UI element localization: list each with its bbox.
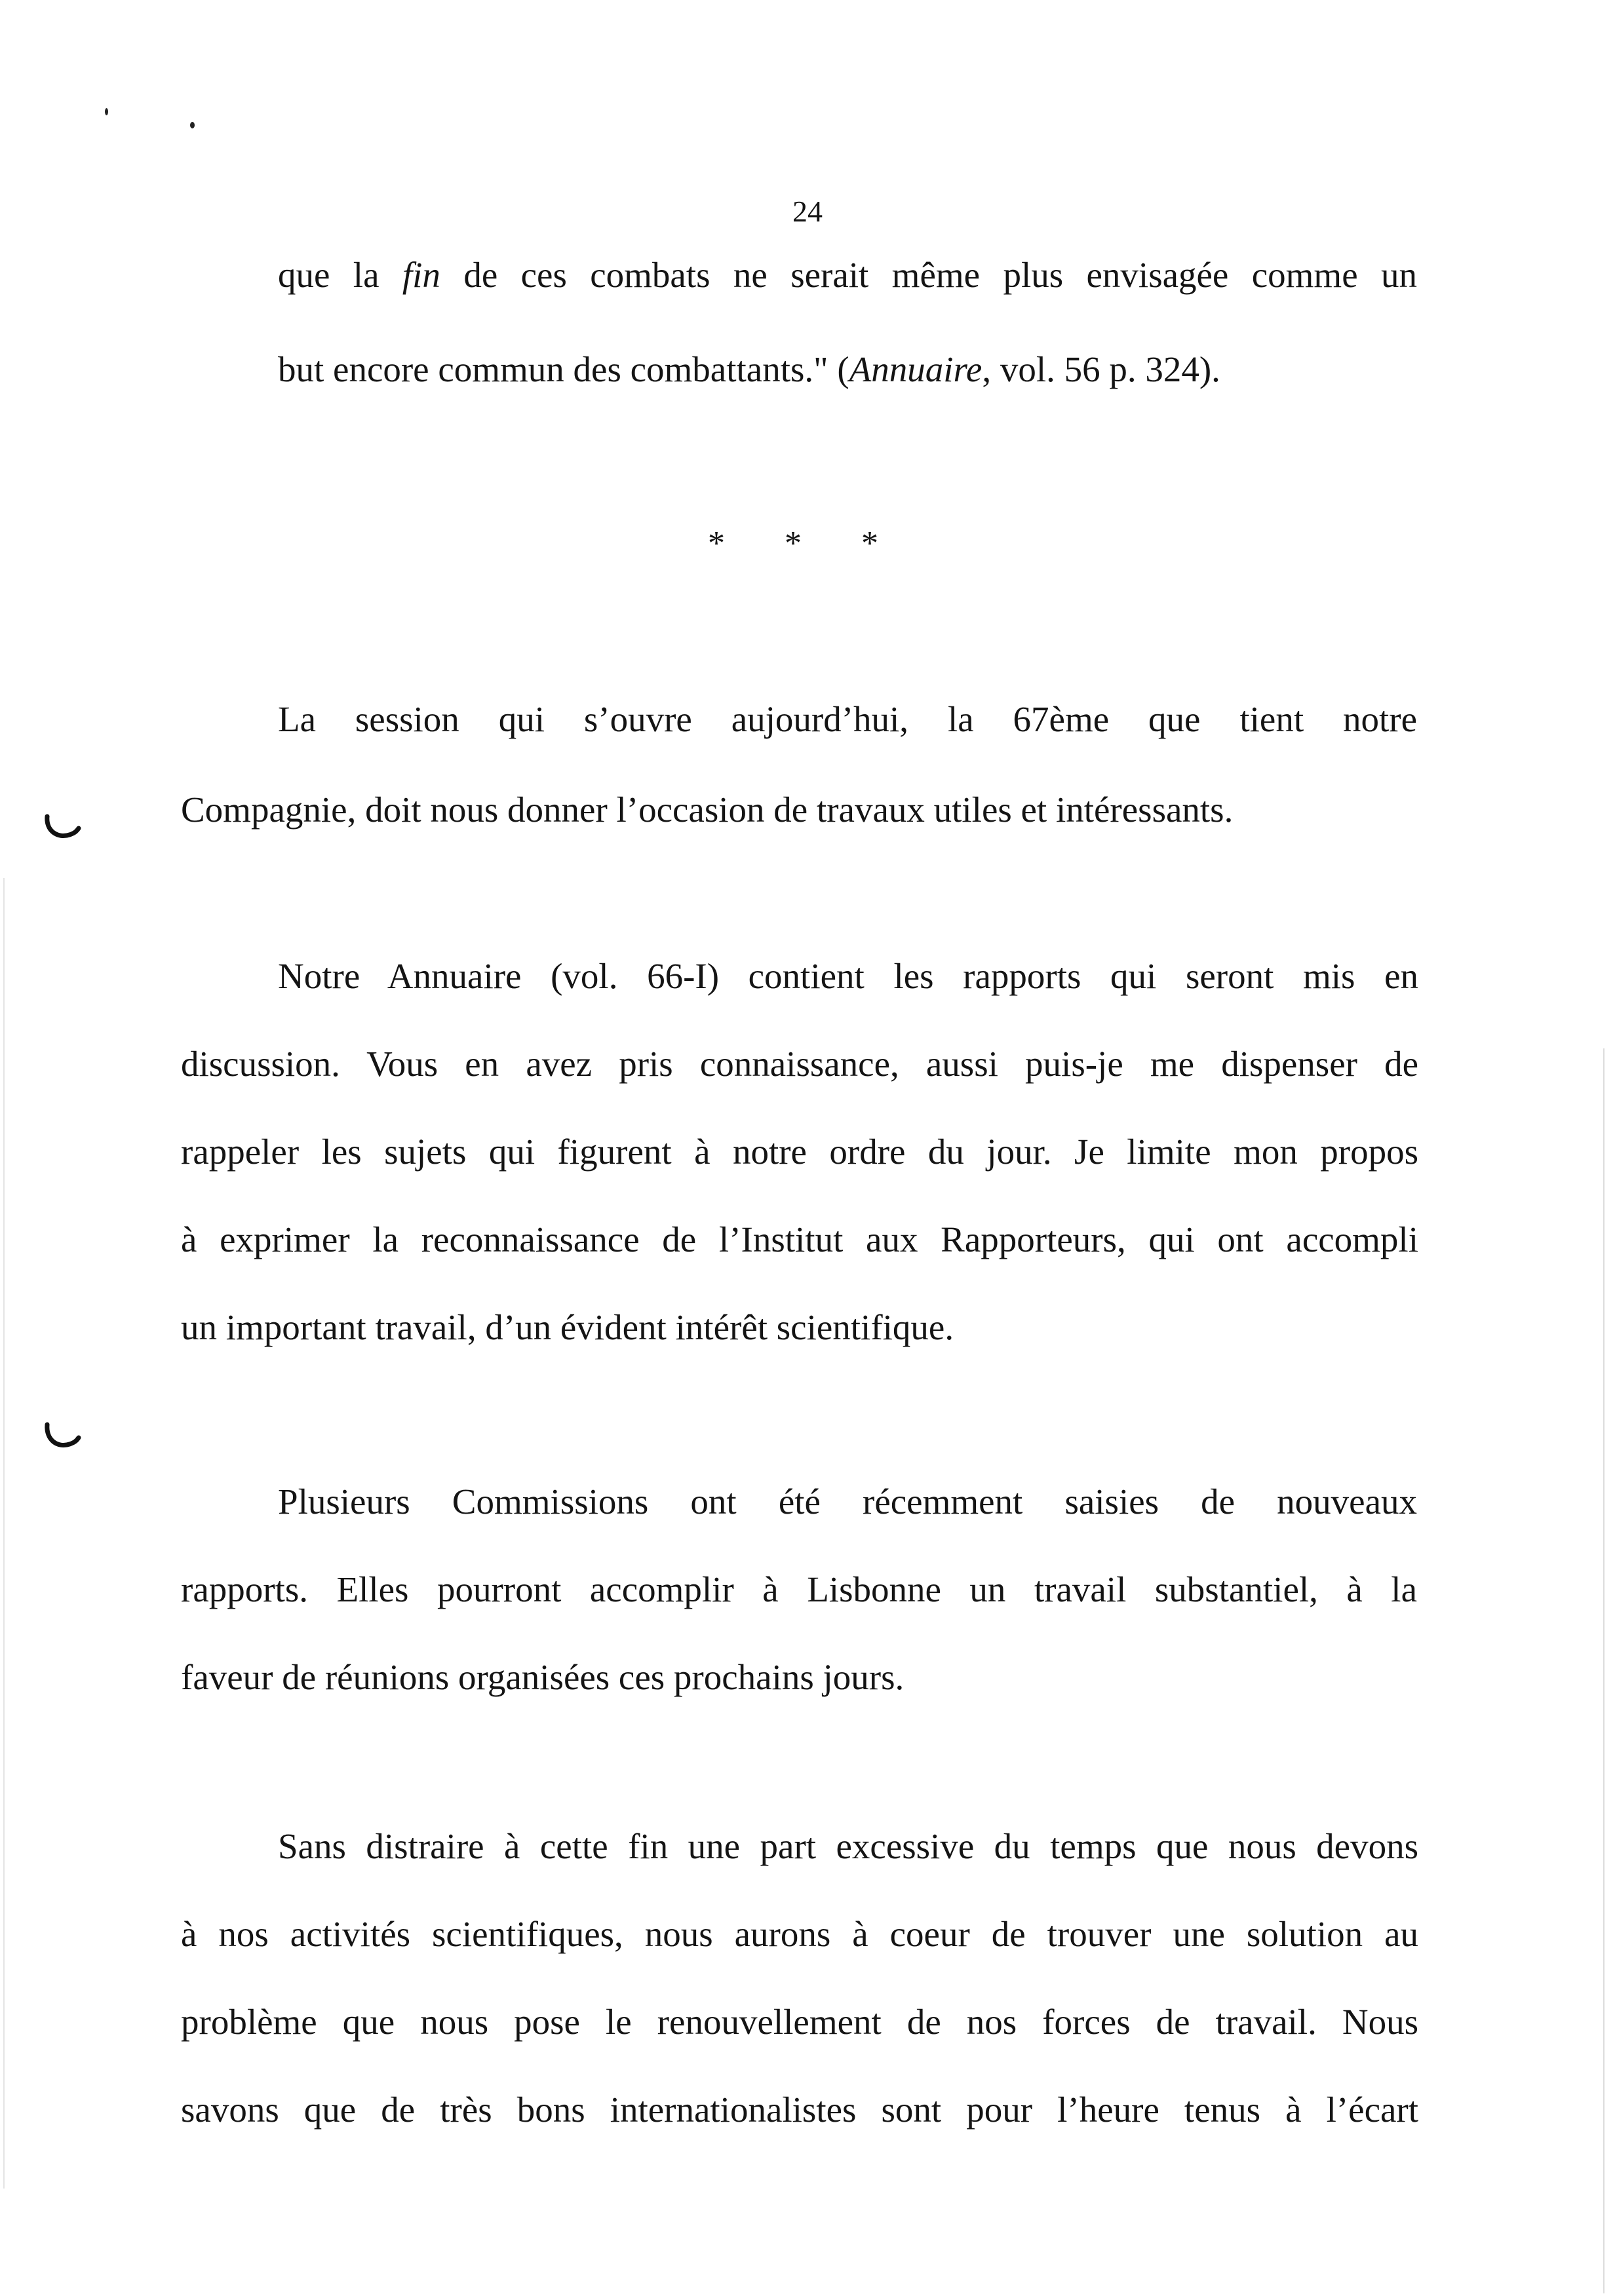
paragraph-line: discussion. Vous en avez pris connaissance, aussi puis-je me dispenser de [181, 1044, 1418, 1084]
paragraph-line: Notre Annuaire (vol. 66-I) contient les rapports qui seront mis en [278, 956, 1418, 996]
margin-checkmark-icon [43, 813, 83, 841]
paragraph-line: un important travail, d’un évident intérêt scientifique. [181, 1307, 954, 1347]
paragraph-line: Sans distraire à cette fin une part excessive du temps que nous devons [278, 1826, 1418, 1866]
scan-edge-line [1603, 1048, 1605, 2293]
scan-edge-line [3, 878, 5, 2189]
scan-speck [105, 108, 108, 115]
separator-star: * [861, 525, 878, 562]
paragraph-line: savons que de très bons internationalistes sont pour l’heure tenus à l’écart [181, 2090, 1418, 2130]
paragraph-line: à exprimer la reconnaissance de l’Institut aux Rapporteurs, qui ont accompli [181, 1219, 1418, 1259]
section-separator [708, 524, 878, 563]
paragraph-line: à nos activités scientifiques, nous aurons à coeur de trouver une solution au [181, 1914, 1418, 1954]
paragraph-line: Compagnie, doit nous donner l’occasion de travaux utiles et intéressants. [181, 790, 1234, 830]
scan-speck [190, 122, 195, 128]
margin-checkmark-icon [43, 1422, 83, 1451]
paragraph-line: problème que nous pose le renouvellement de nos forces de travail. Nous [181, 2002, 1418, 2042]
quote-line: but encore commun des combattants." (Annuaire, vol. 56 p. 324). [278, 349, 1220, 389]
separator-star: * [708, 525, 725, 562]
page-number: 24 [792, 195, 823, 228]
paragraph-line: faveur de réunions organisées ces prochains jours. [181, 1657, 905, 1697]
paragraph-line: rappeler les sujets qui figurent à notre ordre du jour. Je limite mon propos [181, 1132, 1418, 1172]
paragraph-line: La session qui s’ouvre aujourd’hui, la 67ème que tient notre [278, 699, 1417, 739]
paragraph-line: rapports. Elles pourront accomplir à Lisbonne un travail substantiel, à la [181, 1569, 1417, 1609]
paragraph-line: Plusieurs Commissions ont été récemment saisies de nouveaux [278, 1482, 1417, 1521]
quote-line: que la fin de ces combats ne serait même plus envisagée comme un [278, 255, 1417, 295]
separator-star: * [785, 525, 802, 562]
